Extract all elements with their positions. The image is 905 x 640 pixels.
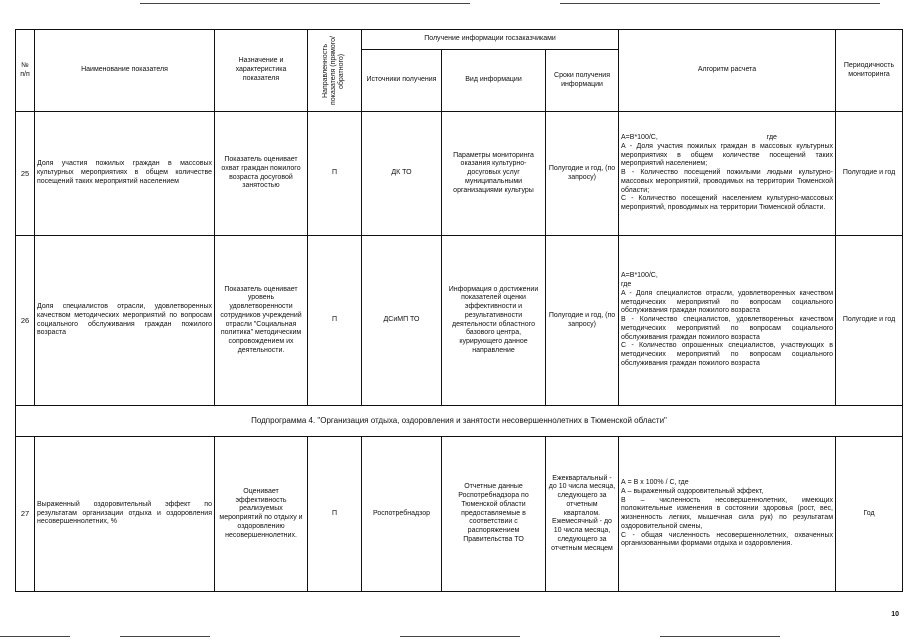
col-header-name: Наименование показателя [35,30,215,112]
scan-edge-bottom [660,636,780,637]
direction-header-text: Направленность показателя (прямого/обратного) [322,36,346,105]
monitoring-frequency: Полугодие и год [836,112,903,236]
scan-edge-bottom [120,636,210,637]
indicator-name: Доля участия пожилых граждан в массовых культурных мероприятиях в общем количестве посещений таких мероприятий населением [35,112,215,236]
col-header-num: № п/п [16,30,35,112]
algorithm-line: В – численность несовершеннолетних, имеющих положительные изменения в состоянии здоровья (рост, вес, жизненность легких, мышечная сила рук) по результатам оздоровительной смены, [621,496,834,530]
col-header-info-group: Получение информации госзаказчиками [362,30,619,50]
algorithm-line: А = В х 100% / С, где [621,479,689,486]
subprogram-title: Подпрограмма 4. "Организация отдыха, оздоровления и занятости несовершеннолетних в Тюменской области" [16,406,903,437]
indicator-purpose: Показатель оценивает уровень удовлетворенности сотрудников учреждений отрасли "Социальная политика" методическим сопровождением их деятельности. [215,236,308,406]
col-header-info-type: Вид информации [442,50,546,112]
algorithm-line: B - Количество посещений пожилыми людьми культурно-массовых мероприятий, проводимых на территории Тюменской области; [621,169,834,194]
col-header-algorithm: Алгоритм расчета [619,30,836,112]
algorithm-line: А – выраженный оздоровительный эффект, [621,487,764,495]
info-type: Параметры мониторинга оказания культурно-досуговых услуг муниципальными организациями культуры [442,112,546,236]
page-number: 10 [891,611,899,618]
algorithm-line: C - Количество опрошенных специалистов, участвующих в методических мероприятий по вопросам социального обслуживания граждан пожилого возраста [621,342,834,367]
scan-edge-bottom [400,636,520,637]
indicator-direction: П [308,437,362,592]
algorithm-line: A - Доля участия пожилых граждан в массовых культурных мероприятиях в общем количестве посещений таких мероприятий населением; [621,142,834,168]
table-row [16,112,903,236]
info-type: Отчетные данные Роспотребнадзора по Тюменской области предоставляемые в соответствии с распоряжением Правительства ТО [442,437,546,592]
algorithm-line: где [621,281,632,289]
row-number: 27 [16,437,35,592]
col-header-direction [308,30,362,112]
col-header-terms: Сроки получения информации [546,50,619,112]
indicator-table [15,29,903,592]
row-number: 26 [16,236,35,406]
table-row [16,437,903,592]
algorithm-line: C - Количество посещений населением культурно-массовых мероприятий, проводимых на территории Тюменской области. [621,195,834,212]
algorithm-line: A=B*100/C, где [621,134,777,142]
monitoring-frequency: Полугодие и год [836,236,903,406]
info-source: ДК ТО [362,112,442,236]
col-header-frequency: Периодичность мониторинга [836,30,903,112]
info-terms: Полугодие и год, (по запросу) [546,236,619,406]
indicator-name: Доля специалистов отрасли, удовлетворенных качеством методических мероприятий по вопросам социального обслуживания граждан пожилого возраста [35,236,215,406]
info-source: ДСиМП ТО [362,236,442,406]
indicator-purpose: Показатель оценивает охват граждан пожилого возраста досуговой занятостью [215,112,308,236]
algorithm-line: B - Количество специалистов, удовлетворенных качеством методических мероприятий по вопросам социального обслуживания граждан пожилого возраста [621,316,834,341]
indicator-direction: П [308,112,362,236]
subprogram-row [16,406,903,437]
row-number: 25 [16,112,35,236]
col-header-sources: Источники получения [362,50,442,112]
scan-edge-bottom [0,636,70,637]
indicator-name: Выраженный оздоровительный эффект по результатам организации отдыха и оздоровления несовершеннолетних, % [35,437,215,592]
indicator-direction: П [308,236,362,406]
calc-algorithm [619,236,836,406]
calc-algorithm [619,437,836,592]
algorithm-line: A - Доля специалистов отрасли, удовлетворенных качеством методических мероприятий по вопросам социального обслуживания граждан пожилого возраста [621,289,834,315]
indicator-purpose: Оценивает эффективность реализуемых мероприятий по отдыху и оздоровлению несовершеннолетних. [215,437,308,592]
calc-algorithm [619,112,836,236]
monitoring-frequency: Год [836,437,903,592]
scan-edge-top [140,3,470,4]
info-terms: Полугодие и год, (по запросу) [546,112,619,236]
algorithm-line: С - общая численность несовершеннолетних, охваченных организованными формами отдыха и оздоровления. [621,531,834,548]
info-terms: Ежеквартальный - до 10 числа месяца, следующего за отчетным кварталом. Ежемесячный - до 10 числа месяца, следующего за отчетным месяцем [546,437,619,592]
info-source: Роспотребнадзор [362,437,442,592]
algorithm-line: A=B*100/C, [621,272,658,280]
info-type: Информация о достижении показателей оценки эффективности и результативности деятельности областного базового центра, курирующего данное направление [442,236,546,406]
scan-edge-top [560,3,880,4]
table-row [16,236,903,406]
col-header-purpose: Назначение и характеристика показателя [215,30,308,112]
